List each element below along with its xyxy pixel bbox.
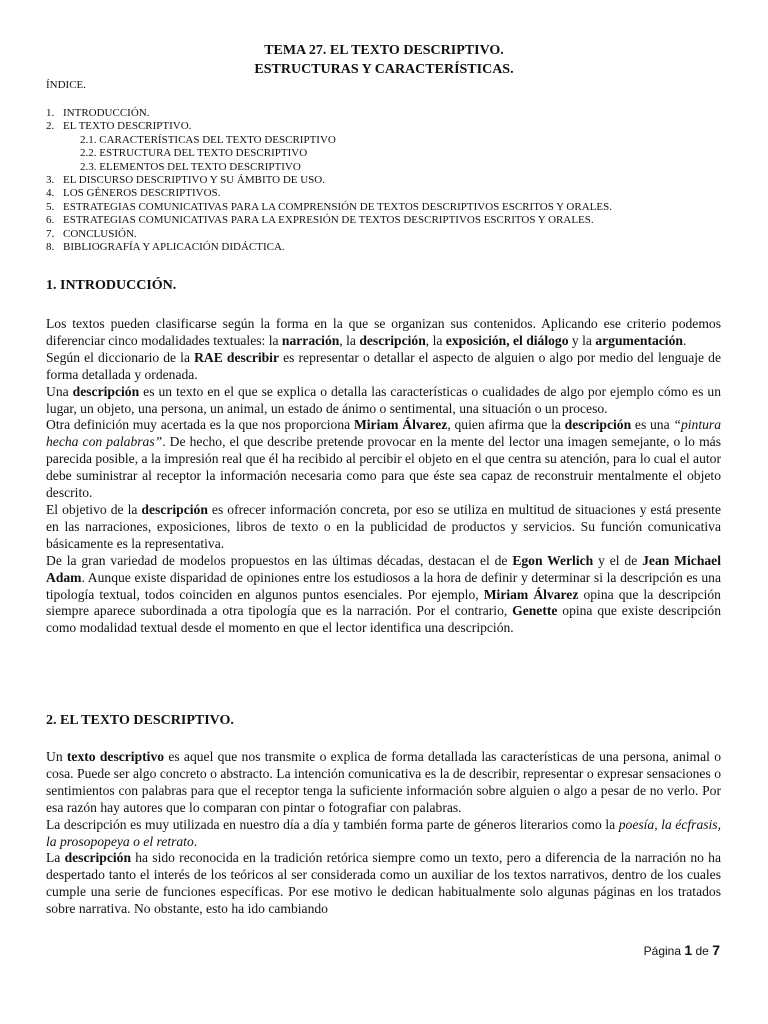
paragraph: La descripción es muy utilizada en nuestro día a día y también forma parte de géneros literarios como la poesía, la écfrasis, la prosopopeya o el retrato. (46, 816, 721, 849)
toc-item: 7. CONCLUSIÓN. (46, 227, 137, 240)
section-heading-texto-descriptivo: 2. EL TEXTO DESCRIPTIVO. (46, 713, 234, 728)
toc-item: 8. BIBLIOGRAFÍA Y APLICACIÓN DIDÁCTICA. (46, 241, 285, 254)
paragraph: Otra definición muy acertada es la que nos proporciona Miriam Álvarez, quien afirma que la descripción es una “pintura hecha con palabras”. De hecho, el que describe pretende provocar en la mente del lector una imagen semejante, o lo más parecida posible, a la impresión real que él ha recibido al percibir el objeto en el que centra su atención, para lo cual el autor debe suministrar al receptor la información necesaria como para que éste sea capaz de reconstruir mentalmente el objeto descrito. (46, 417, 721, 501)
page-number: Página 1 de 7 (643, 942, 720, 958)
toc-subitem: 2.1. CARACTERÍSTICAS DEL TEXTO DESCRIPTIVO (80, 133, 336, 146)
toc-item: 2. EL TEXTO DESCRIPTIVO. (46, 120, 192, 133)
toc-subitem: 2.3. ELEMENTOS DEL TEXTO DESCRIPTIVO (80, 160, 301, 173)
paragraph: De la gran variedad de modelos propuestos en las últimas décadas, destacan el de Egon Werlich y el de Jean Michael Adam. Aunque existe disparidad de opiniones entre los estudiosos a la hora de definir y determinar si la descripción es una tipología textual, todos coinciden en algunos puntos esenciales. Por ejemplo, Miriam Álvarez opina que la descripción siempre aparece subordinada a otra tipología que es la narración. Por el contrario, Genette opina que existe descripción como modalidad textual desde el momento en que el lector identifica una descripción. (46, 552, 722, 636)
paragraph: Según el diccionario de la RAE describir es representar o detallar el aspecto de alguien o algo por medio del lenguaje de forma detallada y ordenada. (46, 349, 721, 382)
paragraph: Un texto descriptivo es aquel que nos transmite o explica de forma detallada las características de una persona, animal o cosa. Puede ser algo concreto o abstracto. La intención comunicativa es la de describir, representar o expresar sensaciones o sentimientos con palabras para que el receptor tenga la suficiente información sobre alguien o algo a pesar de no verlo. Por esa razón hay autores que lo comparan con pintar o fotografiar con palabras. (46, 749, 721, 815)
toc-item: 4. LOS GÉNEROS DESCRIPTIVOS. (46, 187, 221, 200)
document-title-line1: TEMA 27. EL TEXTO DESCRIPTIVO. (264, 43, 504, 58)
toc-item: 6. ESTRATEGIAS COMUNICATIVAS PARA LA EXPRESIÓN DE TEXTOS DESCRIPTIVOS ESCRITOS Y ORALES. (46, 214, 594, 227)
toc-subitem: 2.2. ESTRUCTURA DEL TEXTO DESCRIPTIVO (80, 147, 308, 160)
table-of-contents (46, 107, 612, 254)
paragraph: El objetivo de la descripción es ofrecer información concreta, por eso se utiliza en multitud de situaciones y está presente en las narraciones, exposiciones, libros de texto o en la publicidad de productos y servicios. Su función comunicativa básicamente es la representativa. (46, 501, 721, 551)
toc-item: 5. ESTRATEGIAS COMUNICATIVAS PARA LA COMPRENSIÓN DE TEXTOS DESCRIPTIVOS ESCRITOS Y ORALES. (46, 200, 612, 213)
section-heading-introduccion: 1. INTRODUCCIÓN. (46, 278, 177, 293)
section-body-texto-descriptivo (46, 749, 721, 918)
paragraph: La descripción ha sido reconocida en la tradición retórica siempre como un texto, pero a diferencia de la narración no ha despertado tanto el interés de los teóricos al ser considerada como un auxiliar de los textos narrativos, dentro de los cuales cumple una serie de funciones específicas. Por ese motivo le dedican habitualmente solo algunas páginas en los tratados sobre narrativa. No obstante, esto ha ido cambiando (46, 850, 721, 917)
document-title-line2: ESTRUCTURAS Y CARACTERÍSTICAS. (254, 62, 514, 77)
paragraph: Los textos pueden clasificarse según la forma en la que se organizan sus contenidos. Aplicando ese criterio podemos diferenciar cinco modalidades textuales: la narración, la descripción, la exposición, el diálogo y la argumentación. (46, 316, 721, 348)
index-label: ÍNDICE. (46, 79, 87, 91)
paragraph: Una descripción es un texto en el que se explica o detalla las características o cualidades de algo por ejemplo cómo es un lugar, un objeto, una persona, un animal, un estado de ánimo o sentimental, una situación o un proceso. (46, 383, 721, 416)
toc-item: 3. EL DISCURSO DESCRIPTIVO Y SU ÁMBITO DE USO. (46, 174, 325, 187)
toc-item: 1. INTRODUCCIÓN. (46, 107, 150, 119)
section-body-introduccion (46, 316, 721, 637)
